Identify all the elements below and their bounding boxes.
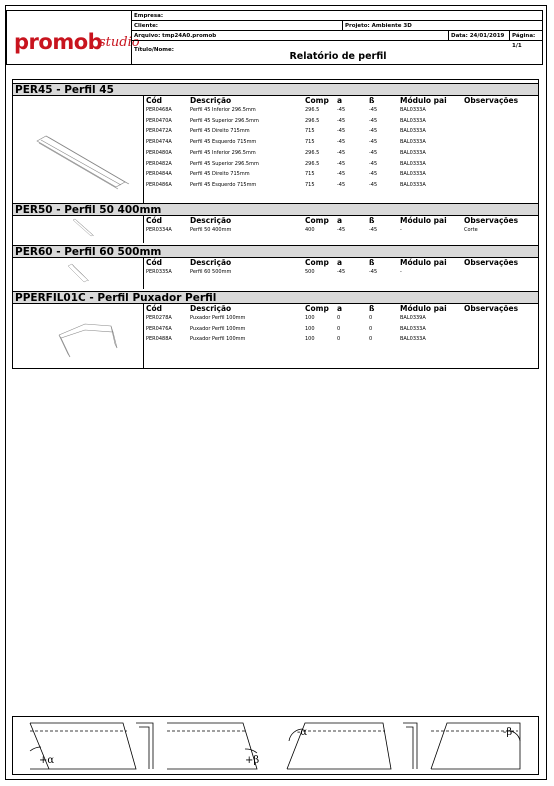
col-comp: Comp — [305, 216, 329, 225]
cell-a: -45 — [337, 117, 346, 124]
cell-b: -45 — [369, 149, 378, 156]
cell-b: 0 — [369, 315, 373, 321]
cell-desc: Perfil 60 500mm — [190, 269, 232, 275]
col-descricao: Descrição — [190, 96, 232, 105]
section-title-pperfil01c: PPERFIL01C - Perfil Puxador Perfil — [13, 291, 538, 304]
cell-cod: PER0278A — [146, 315, 172, 321]
cell-modulo: BAL0339A — [400, 315, 426, 321]
cell-a: -45 — [337, 107, 346, 113]
cell-comp: 296.5 — [305, 117, 320, 124]
arquivo-label: Arquivo: tmp24A0.promob — [134, 33, 217, 39]
cell-modulo: BAL0333A — [400, 149, 426, 156]
cell-desc: Puxador Perfil 100mm — [190, 336, 246, 343]
cell-desc: Puxador Perfil 100mm — [190, 315, 246, 321]
cell-modulo: BAL0333A — [400, 325, 426, 332]
table-bottom-rule — [13, 368, 538, 369]
cell-b: -45 — [369, 117, 378, 124]
profile-image-per50 — [13, 216, 144, 243]
data-label: Data: 24/01/2019 — [448, 31, 509, 41]
section-title-per50: PER50 - Perfil 50 400mm — [13, 203, 538, 216]
cell-a: 0 — [337, 325, 341, 332]
cell-modulo: BAL0333A — [400, 117, 426, 124]
report-title: Relatório de perfil — [289, 51, 387, 62]
pagina-label: Página: 1/1 — [509, 31, 542, 41]
cell-modulo: - — [400, 269, 402, 275]
col-b: ß — [369, 216, 375, 225]
section-title-per45: PER45 - Perfil 45 — [13, 83, 538, 96]
col-cod: Cód — [146, 216, 163, 225]
col-modulo: Módulo pai — [400, 216, 447, 225]
cell-desc: Perfil 50 400mm — [190, 227, 232, 233]
cell-b: -45 — [369, 139, 378, 146]
col-descricao: Descrição — [190, 304, 232, 313]
cell-a: -45 — [337, 227, 346, 233]
col-obs: Observações — [464, 216, 519, 225]
cell-a: -45 — [337, 181, 346, 188]
projeto-label: Projeto: Ambiente 3D — [342, 21, 542, 31]
col-modulo: Módulo pai — [400, 96, 447, 105]
cell-b: -45 — [369, 269, 378, 275]
cell-a: 0 — [337, 336, 341, 343]
puxador-profile-illustration — [13, 304, 143, 368]
col-descricao: Descrição — [190, 216, 232, 225]
empresa-row: Empresa: — [132, 11, 542, 21]
cell-comp: 296.5 — [305, 107, 320, 113]
cell-comp: 100 — [305, 325, 315, 332]
cell-modulo: BAL0333A — [400, 107, 426, 113]
cell-cod: PER0474A — [146, 139, 172, 146]
logo-brand: promob — [14, 30, 103, 54]
cliente-row — [132, 21, 542, 31]
col-modulo: Módulo pai — [400, 304, 447, 313]
cell-comp: 715 — [305, 181, 315, 188]
col-cod: Cód — [146, 96, 163, 105]
col-a: a — [337, 216, 343, 225]
cell-desc: Perfil 45 Inferior 296.5mm — [190, 149, 256, 156]
cell-cod: PER0334A — [146, 227, 172, 233]
profile-table — [12, 79, 539, 369]
cell-modulo: BAL0333A — [400, 336, 426, 343]
cell-cod: PER0480A — [146, 149, 172, 156]
col-obs: Observações — [464, 96, 519, 105]
minus-beta-label: -β — [503, 727, 513, 738]
cell-cod: PER0470A — [146, 117, 172, 124]
cell-a: -45 — [337, 128, 346, 135]
col-a: a — [337, 96, 343, 105]
cell-b: -45 — [369, 181, 378, 188]
col-cod: Cód — [146, 258, 163, 267]
cell-obs: Corte — [464, 227, 478, 233]
col-obs: Observações — [464, 304, 519, 313]
plus-alpha-label: +α — [39, 755, 55, 766]
col-descricao: Descrição — [190, 258, 232, 267]
cell-cod: PER0486A — [146, 181, 172, 188]
cell-modulo: BAL0333A — [400, 181, 426, 188]
col-a: a — [337, 258, 343, 267]
arquivo-row — [132, 31, 542, 49]
col-comp: Comp — [305, 258, 329, 267]
cell-a: -45 — [337, 160, 346, 167]
cell-desc: Perfil 45 Inferior 296.5mm — [190, 107, 256, 113]
cell-comp: 100 — [305, 315, 315, 321]
cell-cod: PER0488A — [146, 336, 172, 343]
profile-image-pperfil01c — [13, 304, 144, 368]
report-header — [6, 10, 543, 65]
cell-desc: Perfil 45 Direito 715mm — [190, 171, 250, 178]
minus-alpha-label: -α — [297, 727, 308, 738]
cell-desc: Perfil 45 Superior 296.5mm — [190, 160, 259, 167]
cell-a: -45 — [337, 149, 346, 156]
cell-b: 0 — [369, 325, 373, 332]
cell-modulo: - — [400, 227, 402, 233]
logo-suffix: studio — [99, 35, 140, 50]
cell-desc: Perfil 45 Esquerdo 715mm — [190, 139, 257, 146]
cell-comp: 715 — [305, 128, 315, 135]
cell-desc: Puxador Perfil 100mm — [190, 325, 246, 332]
cell-comp: 296.5 — [305, 149, 320, 156]
cell-a: -45 — [337, 171, 346, 178]
cell-comp: 296.5 — [305, 160, 320, 167]
cell-a: -45 — [337, 139, 346, 146]
col-b: ß — [369, 304, 375, 313]
cell-cod: PER0484A — [146, 171, 172, 178]
cell-desc: Perfil 45 Esquerdo 715mm — [190, 181, 257, 188]
cliente-label: Cliente: — [134, 23, 159, 29]
cell-a: -45 — [337, 269, 346, 275]
col-a: a — [337, 304, 343, 313]
cell-comp: 400 — [305, 227, 315, 233]
cell-b: -45 — [369, 171, 378, 178]
cell-comp: 715 — [305, 171, 315, 178]
cell-modulo: BAL0333A — [400, 139, 426, 146]
profile-45-illustration — [13, 96, 143, 203]
cell-cod: PER0335A — [146, 269, 172, 275]
cell-modulo: BAL0333A — [400, 171, 426, 178]
col-cod: Cód — [146, 304, 163, 313]
cell-desc: Perfil 45 Superior 296.5mm — [190, 117, 259, 124]
col-b: ß — [369, 96, 375, 105]
cell-cod: PER0472A — [146, 128, 172, 135]
cell-cod: PER0476A — [146, 325, 172, 332]
plus-beta-label: +β — [245, 755, 260, 766]
cell-a: 0 — [337, 315, 341, 321]
cell-desc: Perfil 45 Direito 715mm — [190, 128, 250, 135]
profile-image-per60 — [13, 258, 144, 289]
profile-60-illustration — [13, 258, 143, 289]
cell-comp: 100 — [305, 336, 315, 343]
angle-legend-diagrams — [13, 717, 538, 774]
cell-b: 0 — [369, 336, 373, 343]
col-modulo: Módulo pai — [400, 258, 447, 267]
col-comp: Comp — [305, 304, 329, 313]
cell-b: -45 — [369, 107, 378, 113]
angle-legend — [12, 716, 539, 775]
col-obs: Observações — [464, 258, 519, 267]
col-comp: Comp — [305, 96, 329, 105]
cell-b: -45 — [369, 160, 378, 167]
cell-b: -45 — [369, 227, 378, 233]
cell-comp: 715 — [305, 139, 315, 146]
titulo-label: Título/Nome: — [134, 47, 174, 53]
profile-image-per45 — [13, 96, 144, 203]
promob-logo — [7, 11, 140, 64]
col-b: ß — [369, 258, 375, 267]
cell-modulo: BAL0333A — [400, 128, 426, 135]
cell-modulo: BAL0333A — [400, 160, 426, 167]
cell-cod: PER0468A — [146, 107, 172, 113]
cell-cod: PER0482A — [146, 160, 172, 167]
profile-50-illustration — [13, 216, 143, 243]
section-title-per60: PER60 - Perfil 60 500mm — [13, 245, 538, 258]
cell-comp: 500 — [305, 269, 315, 275]
cell-b: -45 — [369, 128, 378, 135]
